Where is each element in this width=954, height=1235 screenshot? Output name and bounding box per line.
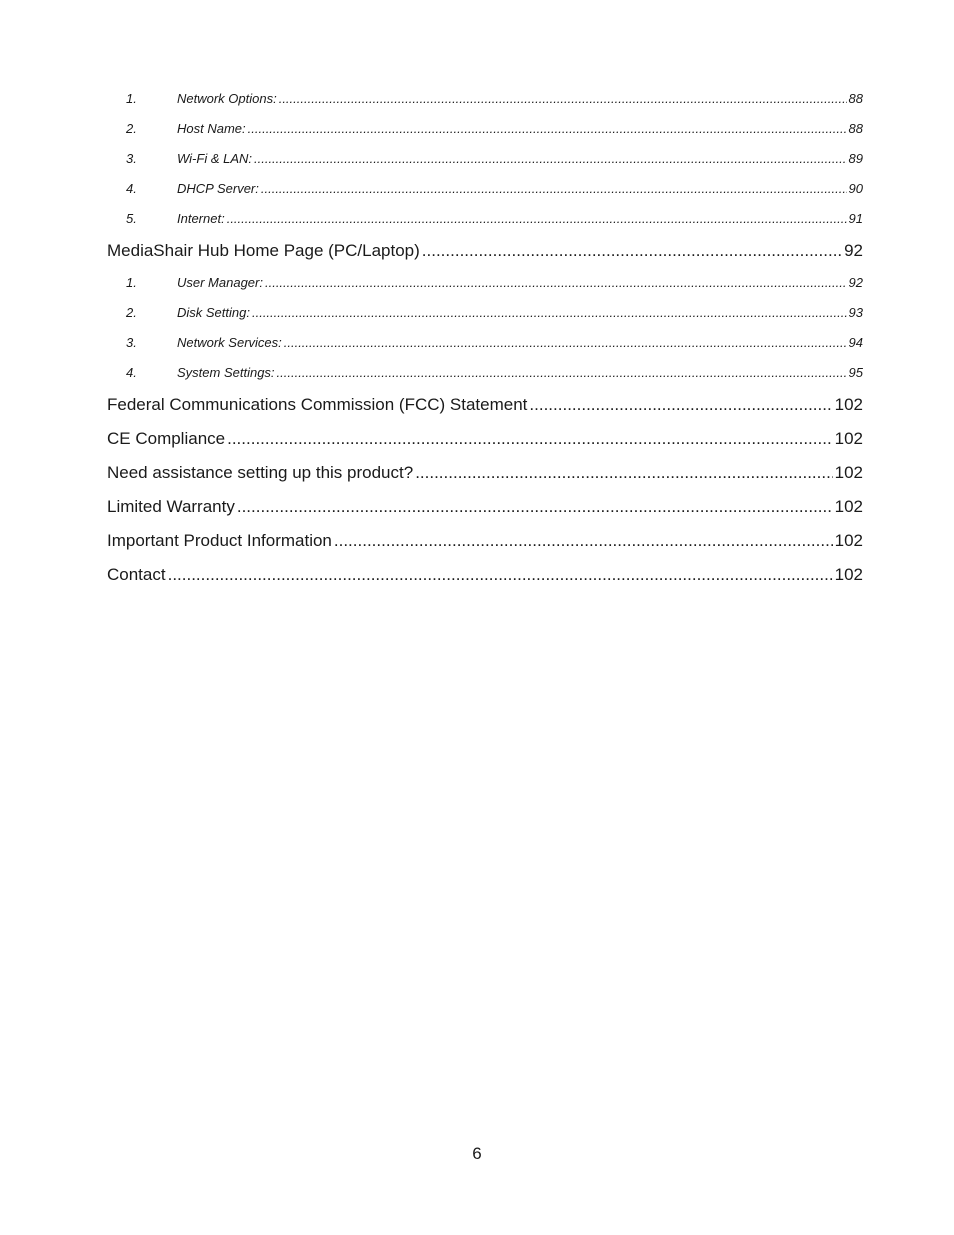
- toc-section-ce-compliance[interactable]: [107, 422, 863, 456]
- toc-entry-internet[interactable]: [107, 204, 863, 234]
- toc-section-title: MediaShair Hub Home Page (PC/Laptop): [107, 241, 420, 260]
- toc-section-page: 102: [834, 497, 863, 516]
- toc-entry-page: 91: [848, 211, 863, 226]
- toc-entry-host-name[interactable]: [107, 114, 863, 144]
- toc-entry-title: Wi-Fi & LAN:: [177, 151, 252, 166]
- toc-leader-dots: [415, 456, 832, 490]
- toc-section-page: 102: [834, 395, 863, 414]
- toc-entry-page: 95: [848, 365, 863, 380]
- toc-section-title: Limited Warranty: [107, 497, 235, 516]
- toc-section-title: Important Product Information: [107, 531, 332, 550]
- toc-entry-title: Network Services:: [177, 335, 282, 350]
- toc-leader-dots: [284, 328, 847, 358]
- toc-section-title: CE Compliance: [107, 429, 226, 448]
- toc-section-contact[interactable]: [107, 558, 863, 592]
- toc-entry-number: 1.: [126, 91, 137, 106]
- toc-entry-page: 89: [848, 151, 863, 166]
- toc-entry-network-options[interactable]: [107, 84, 863, 114]
- toc-entry-number: 5.: [126, 211, 137, 226]
- toc-entry-title: Network Options:: [177, 91, 277, 106]
- toc-section-page: 102: [834, 463, 863, 482]
- toc-entry-title: System Settings:: [177, 365, 275, 380]
- toc-entry-network-services[interactable]: [107, 328, 863, 358]
- toc-leader-dots: [227, 422, 833, 456]
- toc-section-mediashair-hub[interactable]: [107, 234, 863, 268]
- toc-entry-user-manager[interactable]: [107, 268, 863, 298]
- toc-entry-title: Internet:: [177, 211, 225, 226]
- toc-entry-page: 88: [848, 121, 863, 136]
- toc-entry-number: 4.: [126, 365, 137, 380]
- toc-section-need-assistance[interactable]: [107, 456, 863, 490]
- table-of-contents: [107, 84, 863, 592]
- toc-leader-dots: [254, 144, 847, 174]
- toc-entry-number: 4.: [126, 181, 137, 196]
- toc-entry-title: User Manager:: [177, 275, 263, 290]
- toc-section-important-product-info[interactable]: [107, 524, 863, 558]
- toc-entry-page: 90: [848, 181, 863, 196]
- toc-entry-page: 93: [848, 305, 863, 320]
- toc-entry-title: Disk Setting:: [177, 305, 250, 320]
- toc-section-title: Contact: [107, 565, 166, 584]
- toc-section-limited-warranty[interactable]: [107, 490, 863, 524]
- toc-entry-disk-setting[interactable]: [107, 298, 863, 328]
- toc-section-title: Need assistance setting up this product?: [107, 463, 414, 482]
- toc-section-fcc-statement[interactable]: [107, 388, 863, 422]
- toc-entry-number: 2.: [126, 121, 137, 136]
- toc-section-page: 92: [844, 241, 863, 260]
- toc-leader-dots: [529, 388, 832, 422]
- toc-entry-title: DHCP Server:: [177, 181, 259, 196]
- toc-leader-dots: [334, 524, 833, 558]
- toc-entry-number: 2.: [126, 305, 137, 320]
- toc-leader-dots: [237, 490, 833, 524]
- toc-entry-title: Host Name:: [177, 121, 246, 136]
- toc-section-page: 102: [834, 531, 863, 550]
- toc-section-page: 102: [834, 565, 863, 584]
- toc-leader-dots: [227, 204, 847, 234]
- toc-entry-system-settings[interactable]: [107, 358, 863, 388]
- toc-entry-wifi-lan[interactable]: [107, 144, 863, 174]
- toc-leader-dots: [168, 558, 833, 592]
- toc-section-title: Federal Communications Commission (FCC) Statement: [107, 395, 528, 414]
- toc-entry-page: 88: [848, 91, 863, 106]
- toc-leader-dots: [265, 268, 847, 298]
- toc-entry-number: 1.: [126, 275, 137, 290]
- toc-entry-dhcp-server[interactable]: [107, 174, 863, 204]
- toc-leader-dots: [252, 298, 847, 328]
- toc-entry-number: 3.: [126, 335, 137, 350]
- toc-leader-dots: [248, 114, 847, 144]
- toc-entry-number: 3.: [126, 151, 137, 166]
- page-number: 6: [472, 1144, 482, 1163]
- toc-leader-dots: [279, 84, 847, 114]
- toc-leader-dots: [277, 358, 847, 388]
- toc-entry-page: 92: [848, 275, 863, 290]
- toc-section-page: 102: [834, 429, 863, 448]
- toc-leader-dots: [261, 174, 847, 204]
- toc-leader-dots: [422, 234, 842, 268]
- toc-entry-page: 94: [848, 335, 863, 350]
